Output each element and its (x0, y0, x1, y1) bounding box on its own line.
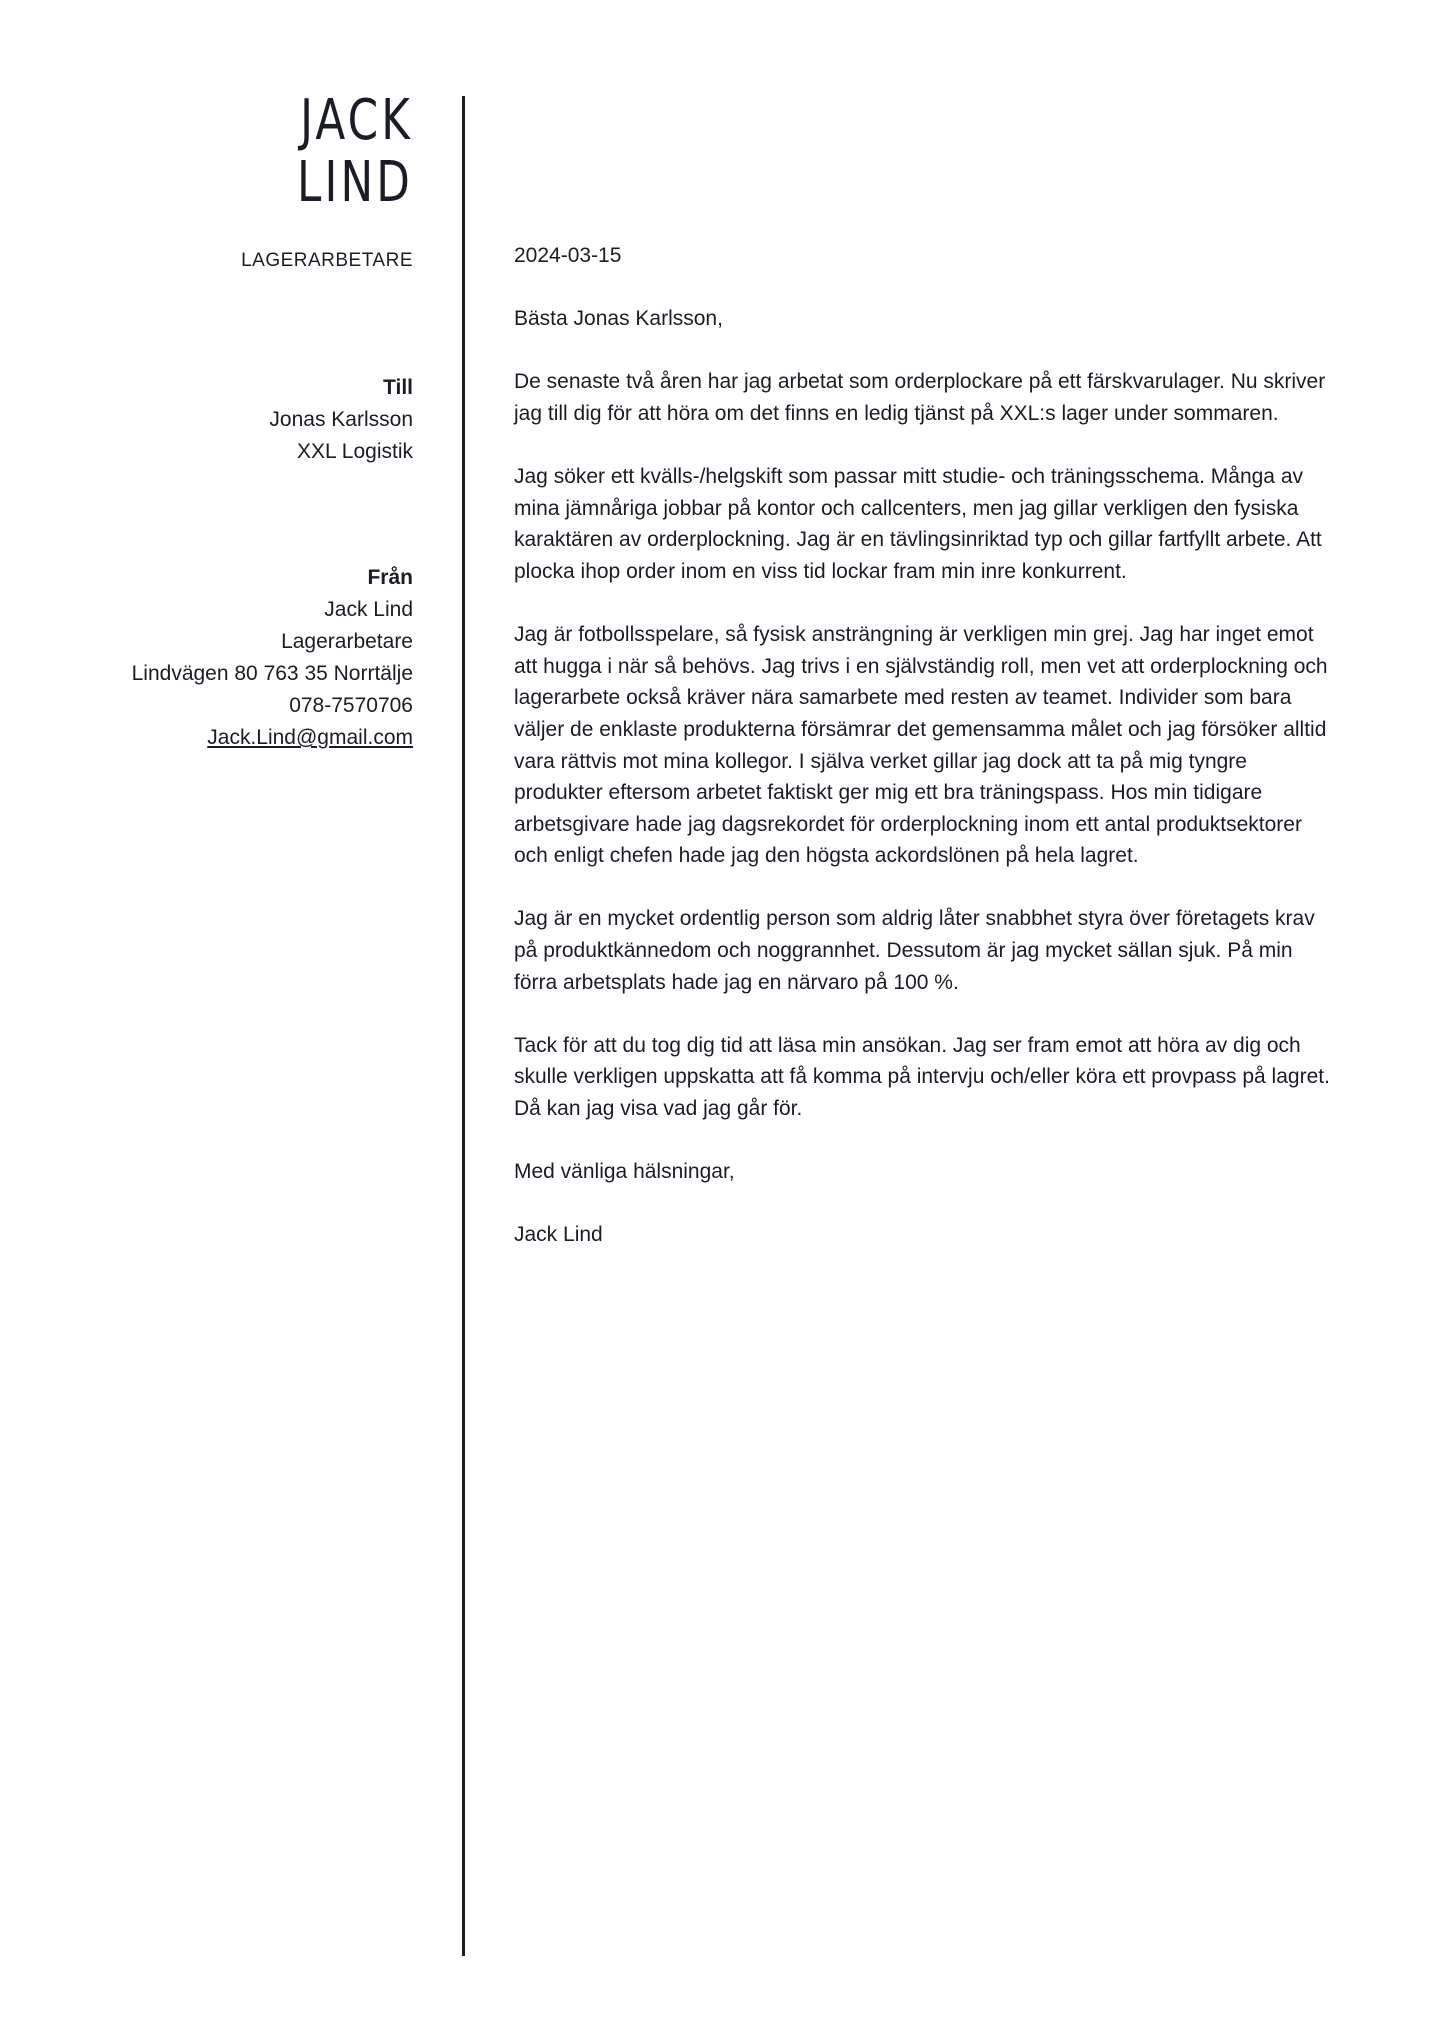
sender-phone: 078-7570706 (289, 694, 413, 717)
letter-paragraph: Jag är en mycket ordentlig person som aldrig låter snabbhet styra över företagets krav på produktkännedom och noggrannhet. Dessutom är jag mycket sällan sjuk. På min förra arbetsplats hade jag en närvaro på 100 %. (514, 907, 1315, 994)
sender-block (132, 562, 413, 754)
letter-body (514, 240, 1334, 1283)
recipient-block (269, 372, 413, 468)
sender-email-link[interactable]: Jack.Lind@gmail.com (207, 726, 413, 749)
letter-paragraph: Jag söker ett kvälls-/helgskift som passar mitt studie- och träningsschema. Många av mina jämnåriga jobbar på kontor och callcenters, men jag gillar verkligen den fysiska karaktären av orderplockning. Jag är en tävlingsinriktad typ och gillar fartfyllt arbete. Att plocka ihop order inom en viss tid lockar fram min inre konkurrent. (514, 465, 1322, 583)
recipient-heading: Till (383, 376, 413, 399)
letter-signature: Jack Lind (514, 1223, 603, 1247)
recipient-name: Jonas Karlsson (269, 408, 413, 431)
name-first: JACK (300, 88, 413, 153)
letter-paragraph: Tack för att du tog dig tid att läsa min ansökan. Jag ser fram emot att höra av dig och skulle verkligen uppskatta att få komma på intervju och/eller köra ett provpass på lagret. Då kan jag visa vad jag går för. (514, 1033, 1330, 1121)
sender-heading: Från (367, 566, 413, 589)
letter-paragraph: De senaste två åren har jag arbetat som orderplockare på ett färskvarulager. Nu skriver jag till dig för att höra om det finns en ledig tjänst på XXL:s lager under sommaren. (514, 370, 1326, 425)
recipient-company: XXL Logistik (297, 440, 413, 463)
job-title: LAGERARBETARE (241, 250, 413, 271)
letter-date: 2024-03-15 (514, 244, 622, 267)
sidebar (60, 88, 413, 749)
name-last: LIND (296, 150, 413, 215)
vertical-divider (462, 96, 465, 1956)
sender-address: Lindvägen 80 763 35 Norrtälje (131, 662, 413, 685)
letter-closing: Med vänliga hälsningar, (514, 1160, 735, 1184)
letter-paragraph: Jag är fotbollsspelare, så fysisk ansträngning är verkligen min grej. Jag har inget emot att hugga i när så behövs. Jag trivs i en självständig roll, men vet att orderplockning och lagerarbete också kräver nära samarbete med resten av teamet. Individer som bara väljer de enklaste produkterna försämrar det gemensamma målet och jag försöker alltid vara rättvis mot mina kollegor. I själva verket gillar jag dock att ta på mig tyngre produkter eftersom arbetet faktiskt ger mig ett bra träningspass. Hos min tidigare arbetsgivare hade jag dagsrekordet för orderplockning inom ett antal produktsektorer och enligt chefen hade jag den högsta ackordslönen på hela lagret. (514, 623, 1328, 868)
sender-role: Lagerarbetare (281, 630, 413, 653)
sender-name: Jack Lind (324, 598, 413, 621)
letter-greeting: Bästa Jonas Karlsson, (514, 307, 723, 331)
